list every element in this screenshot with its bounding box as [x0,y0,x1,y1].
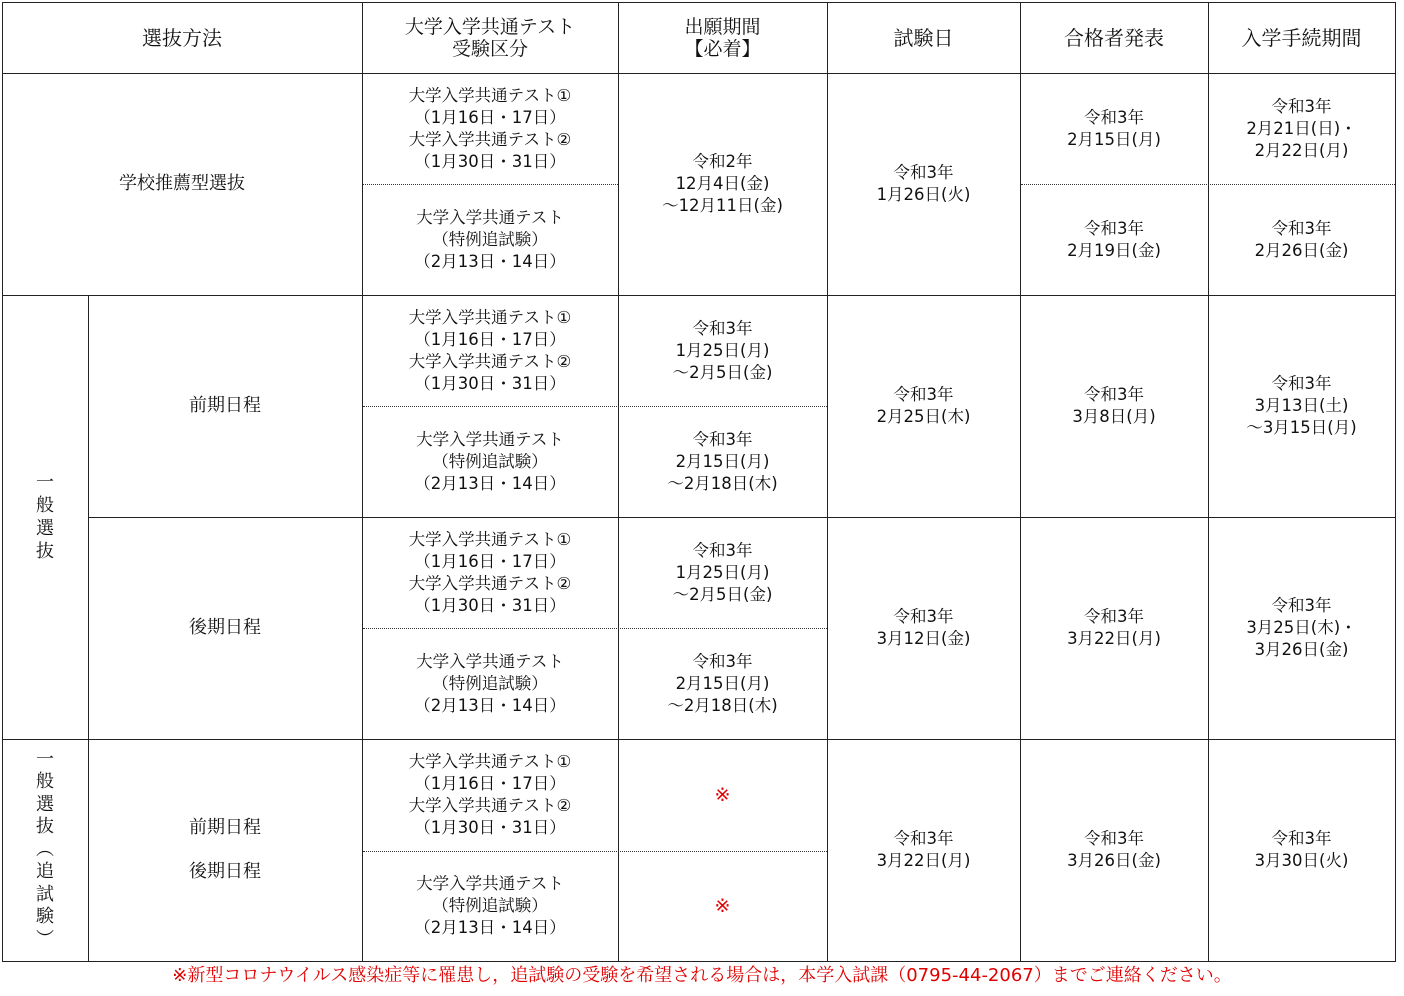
makeup-second-label: 後期日程 [189,861,261,882]
makeup-first-label: 前期日程 [189,817,261,838]
header-method: 選抜方法 [142,25,222,50]
table-border-right [1395,2,1396,962]
makeup-label: 一 般 選 抜 ︵ 追 試 験 ︶ [36,748,54,950]
general-first-test-main: 大学入学共通テスト① （1月16日・17日） 大学入学共通テスト② （1月30日・31日） [408,307,572,393]
recommendation-application: 令和2年 12月4日(金) ～12月11日(金) [662,152,783,215]
general-first-test-makeup: 大学入学共通テスト （特例追試験） （2月13日・14日） [414,429,566,493]
recommendation-enrollment-2: 令和3年 2月26日(金) [1254,218,1349,260]
general-second-announcement: 令和3年 3月22日(月) [1067,607,1161,648]
makeup-enrollment: 令和3年 3月30日(火) [1254,829,1349,870]
general-second-test-main: 大学入学共通テスト① （1月16日・17日） 大学入学共通テスト② （1月30日・31日） [408,529,572,615]
general-second-app-makeup: 令和3年 2月15日(月) ～2月18日(木) [667,651,778,715]
table-border-bottom [2,961,1396,962]
general-first-enrollment: 令和3年 3月13日(土) ～3月15日(月) [1246,374,1357,437]
general-first-label: 前期日程 [189,395,261,416]
recommendation-announcement-1: 令和3年 2月15日(月) [1067,107,1161,149]
general-label: 一 般 選 抜 [36,472,54,562]
makeup-test-makeup: 大学入学共通テスト （特例追試験） （2月13日・14日） [414,874,566,937]
general-second-test-makeup: 大学入学共通テスト （特例追試験） （2月13日・14日） [414,651,566,715]
makeup-test-main: 大学入学共通テスト① （1月16日・17日） 大学入学共通テスト② （1月30日・31日） [408,752,572,837]
makeup-announcement: 令和3年 3月26日(金) [1067,829,1161,870]
general-first-app-main: 令和3年 1月25日(月) ～2月5日(金) [672,318,773,382]
recommendation-test-main: 大学入学共通テスト① （1月16日・17日） 大学入学共通テスト② （1月30日・31日） [408,85,572,171]
general-second-enrollment: 令和3年 3月25日(木)・ 3月26日(金) [1246,596,1357,659]
header-enrollment: 入学手続期間 [1241,25,1362,50]
general-first-app-makeup: 令和3年 2月15日(月) ～2月18日(木) [667,429,778,493]
recommendation-enrollment-1: 令和3年 2月21日(日)・ 2月22日(月) [1246,96,1357,160]
general-second-app-main: 令和3年 1月25日(月) ～2月5日(金) [672,540,773,604]
recommendation-label: 学校推薦型選抜 [119,173,245,194]
makeup-app-makeup: ※ [714,895,731,917]
footnote: ※新型コロナウイルス感染症等に罹患し，追試験の受験を希望される場合は，本学入試課（0795-44-2067）までご連絡ください。 [172,965,1232,986]
recommendation-test-makeup: 大学入学共通テスト （特例追試験） （2月13日・14日） [414,207,566,271]
recommendation-announcement-2: 令和3年 2月19日(金) [1067,218,1161,260]
recommendation-exam-date: 令和3年 1月26日(火) [876,163,971,204]
general-second-exam-date: 令和3年 3月12日(金) [876,607,971,648]
header-announcement: 合格者発表 [1064,25,1164,50]
header-application-period: 出願期間 【必着】 [684,15,761,60]
makeup-exam-date: 令和3年 3月22日(月) [876,829,971,870]
general-first-announcement: 令和3年 3月8日(月) [1072,385,1156,426]
general-first-exam-date: 令和3年 2月25日(木) [876,385,971,426]
general-second-label: 後期日程 [189,617,261,638]
makeup-app-main: ※ [714,784,731,806]
header-exam-date: 試験日 [893,25,954,50]
header-test-category: 大学入学共通テスト 受験区分 [404,15,576,60]
